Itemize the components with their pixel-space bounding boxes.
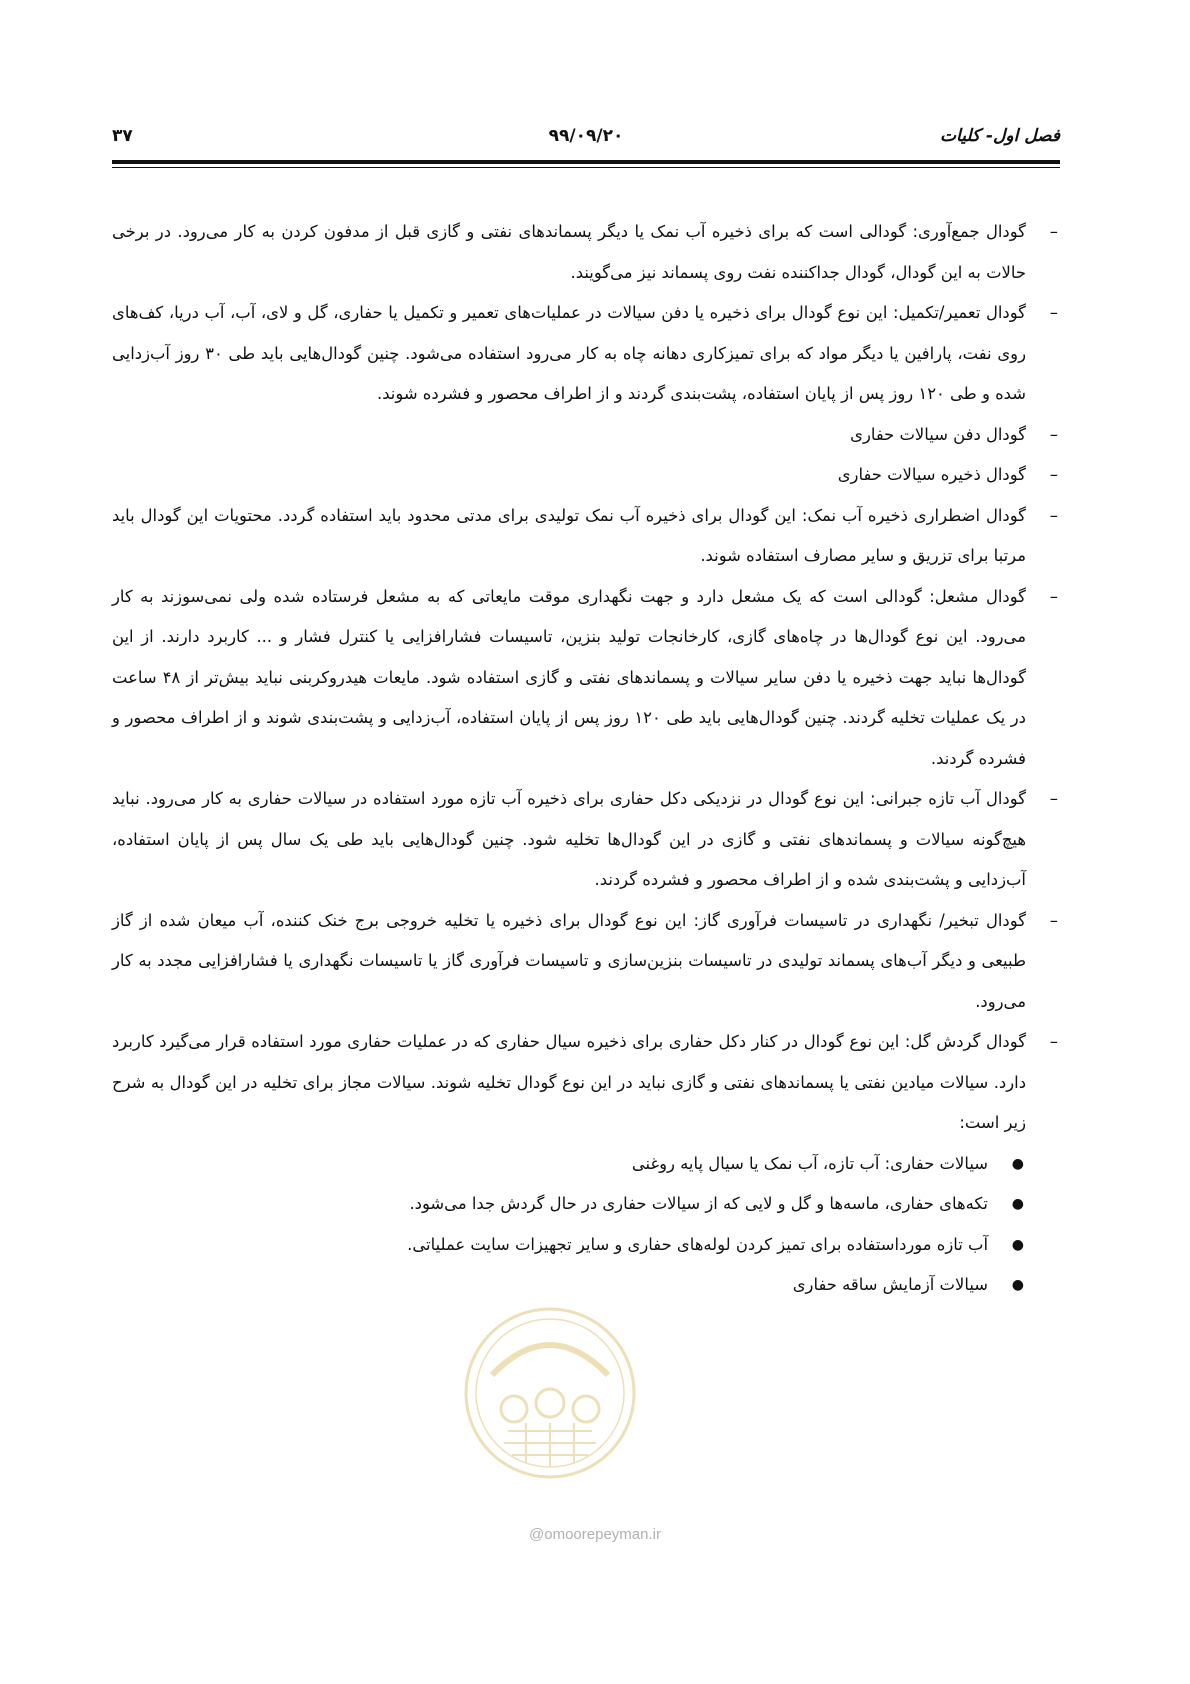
list-item	[112, 293, 1060, 415]
dash-marker: –	[1049, 789, 1058, 808]
bullet-item	[112, 1225, 1060, 1266]
list-item	[112, 1022, 1060, 1144]
dash-marker: –	[1049, 1032, 1058, 1051]
list-item-text: گودال تعمیر/تکمیل: این نوع گودال برای ذخیره یا دفن سیالات در عملیات‌های تعمیر و تکمیل یا حفاری، گل و لای، آب، آب دریا، کف‌های روی نفت، پارافین یا دیگر مواد که برای تمیزکاری دهانه چاه به کار می‌رود استفاده می‌شود. چنین گودال‌هایی باید طی ۳۰ روز آب‌زدایی شده و طی ۱۲۰ روز پس از پایان استفاده، پشت‌بندی گردند و از اطراف محصور و فشرده شوند.	[112, 303, 1026, 403]
list-item-text: گودال دفن سیالات حفاری	[850, 424, 1026, 444]
list-item-text: گودال مشعل: گودالی است که یک مشعل دارد و جهت نگهداری موقت مایعاتی که به مشعل فرستاده شده ولی نمی‌سوزند به کار می‌رود. این نوع گودال‌ها در چاه‌های گازی، کارخانجات تولید بنزین، تاسیسات فشارافزایی یا کنترل فشار و ... کاربرد دارند. از این گودال‌ها نباید جهت ذخیره یا دفن سایر سیالات و پسماندهای نفتی و گازی استفاده شود. مایعات هیدروکربنی نباید بیش‌تر از ۴۸ ساعت در یک عملیات تخلیه گردند. چنین گودال‌هایی باید طی ۱۲۰ روز پس از پایان استفاده، آب‌زدایی و پشت‌بندی شوند و از اطراف محصور و فشرده گردند.	[112, 586, 1026, 768]
dash-marker: –	[1049, 303, 1058, 322]
definition-list	[112, 212, 1060, 1144]
list-item-text: گودال گردش گل: این نوع گودال در کنار دکل حفاری برای ذخیره سیال حفاری که در عملیات حفاری مورد استفاده قرار می‌گیرد کاربرد دارد. سیالات میادین نفتی یا پسماندهای نفتی و گازی نباید در این نوع گودال تخلیه شوند. سیالات مجاز برای تخلیه در این گودال به شرح زیر است:	[112, 1032, 1026, 1132]
seal-logo-icon	[462, 1305, 638, 1481]
site-watermark: @omoorepeyman.ir	[529, 1526, 661, 1543]
dash-marker: –	[1049, 222, 1058, 241]
bullet-text: تکه‌های حفاری، ماسه‌ها و گل و لایی که از سیالات حفاری در حال گردش جدا می‌شود.	[409, 1194, 988, 1213]
bullet-item	[112, 1184, 1060, 1225]
list-item-text: گودال ذخیره سیالات حفاری	[837, 465, 1026, 484]
bullet-dot-icon: ●	[1011, 1196, 1024, 1212]
allowed-fluids-list	[112, 1144, 1060, 1306]
bullet-text: آب تازه مورداستفاده برای تمیز کردن لوله‌های حفاری و سایر تجهیزات سایت عملیاتی.	[407, 1234, 988, 1254]
list-item-text: گودال تبخیر/ نگهداری در تاسیسات فرآوری گاز: این نوع گودال برای ذخیره یا تخلیه خروجی برج خنک کننده، آب میعان شده از گاز طبیعی و دیگر آب‌های پسماند تولیدی در تاسیسات بنزین‌سازی و تاسیسات فرآوری گاز یا تاسیسات نگهداری یا فشارافزایی مجدد به کار می‌رود.	[112, 910, 1026, 1011]
dash-marker: –	[1049, 424, 1058, 444]
list-item	[112, 415, 1060, 456]
page-body	[112, 212, 1060, 1306]
bullet-text: سیالات آزمایش ساقه حفاری	[792, 1275, 988, 1294]
bullet-item	[112, 1144, 1060, 1185]
list-item	[112, 779, 1060, 901]
bullet-dot-icon: ●	[1011, 1236, 1024, 1253]
page-number: ۳۷	[112, 126, 133, 146]
bullet-item	[112, 1265, 1060, 1306]
dash-marker: –	[1049, 505, 1058, 525]
list-item-text: گودال آب تازه جبرانی: این نوع گودال در نزدیکی دکل حفاری برای ذخیره آب تازه مورد استفاده در سیالات حفاری به کار می‌رود. نباید هیچ‌گونه سیالات و پسماندهای نفتی و گازی در این گودال‌ها تخلیه شود. چنین گودال‌هایی باید طی یک سال پس از پایان استفاده، آب‌زدایی و پشت‌بندی شده و از اطراف محصور و فشرده گردند.	[112, 789, 1026, 889]
list-item	[112, 496, 1060, 577]
dash-marker: –	[1049, 910, 1058, 930]
header-rule-thick	[112, 160, 1060, 164]
list-item-text: گودال اضطراری ذخیره آب نمک: این گودال برای ذخیره آب نمک تولیدی برای مدتی محدود باید استفاده گردد. محتویات این گودال باید مرتبا برای تزریق و سایر مصارف استفاده شوند.	[112, 505, 1026, 565]
list-item	[112, 901, 1060, 1023]
list-item-text: گودال جمع‌آوری: گودالی است که برای ذخیره آب نمک یا دیگر پسماندهای نفتی و گازی قبل از مدفون کردن به کار می‌رود. در برخی حالات به این گودال، گودال جداکننده نفت روی پسماند نیز می‌گویند.	[112, 222, 1026, 282]
page-header	[112, 126, 1060, 154]
dash-marker: –	[1049, 586, 1058, 606]
bullet-dot-icon: ●	[1011, 1277, 1024, 1293]
header-date: ۹۹/۰۹/۲۰	[548, 126, 624, 146]
dash-marker: –	[1049, 465, 1058, 484]
list-item	[112, 212, 1060, 293]
header-rule-thin	[112, 167, 1060, 168]
list-item	[112, 577, 1060, 780]
bullet-dot-icon: ●	[1011, 1155, 1024, 1172]
bullet-text: سیالات حفاری: آب تازه، آب نمک یا سیال پایه روغنی	[631, 1153, 988, 1173]
list-item	[112, 455, 1060, 496]
chapter-title: فصل اول- کلیات	[940, 126, 1060, 146]
